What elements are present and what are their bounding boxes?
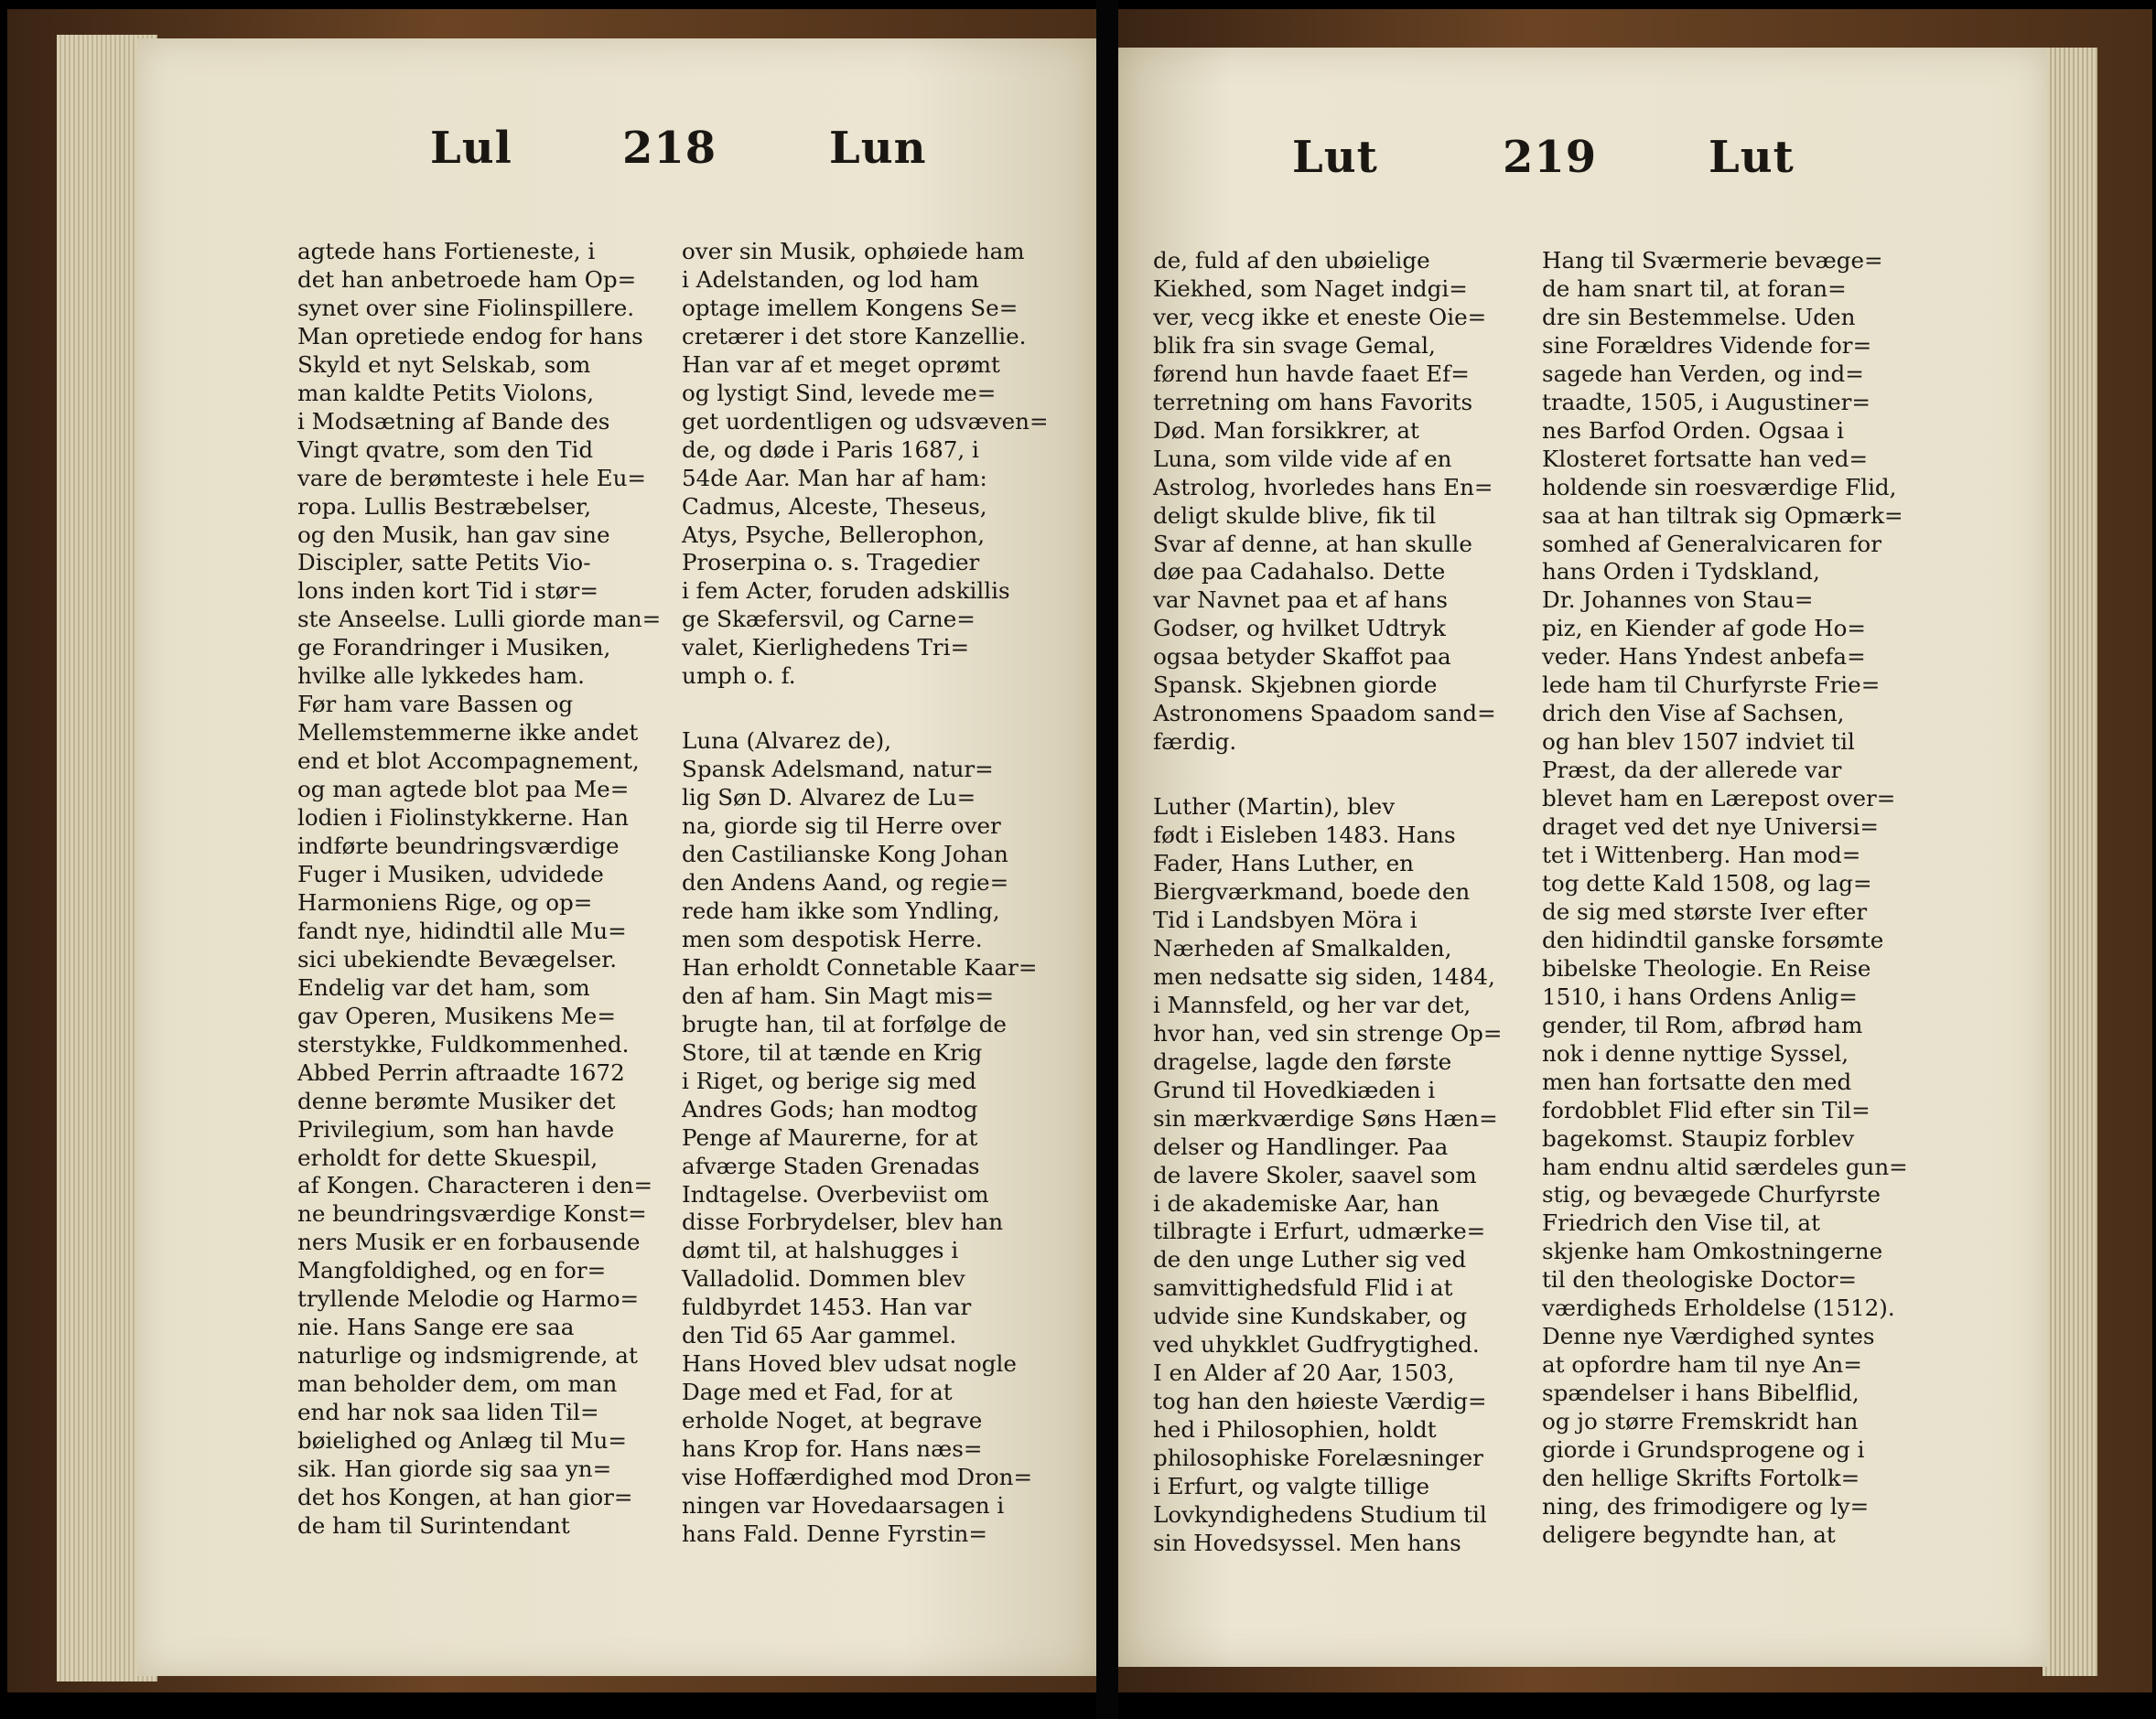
- text-line: nie. Hans Sange ere saa: [297, 1314, 575, 1341]
- text-line: Friedrich den Vise til, at: [1542, 1209, 1820, 1237]
- text-line: i Adelstanden, og lod ham: [682, 265, 979, 293]
- left-page-number: 218: [622, 123, 717, 174]
- text-line: blevet ham en Lærepost over=: [1542, 785, 1896, 812]
- text-line: den Castilianske Kong Johan: [682, 841, 1008, 868]
- text-line: i Erfurt, og valgte tillige: [1153, 1473, 1430, 1500]
- right-column-2: [1542, 247, 1908, 1550]
- text-line: sici ubekiendte Bevægelser.: [297, 945, 618, 972]
- left-page: [137, 38, 1096, 1676]
- text-line: blik fra sin svage Gemal,: [1153, 331, 1436, 359]
- text-line: hans Orden i Tydskland,: [1542, 558, 1820, 586]
- text-line: tilbragte i Erfurt, udmærke=: [1153, 1218, 1486, 1245]
- text-line: erholdt for dette Skuespil,: [297, 1144, 598, 1171]
- text-line: dragelse, lagde den første: [1153, 1048, 1452, 1075]
- text-line: hans Krop for. Hans næs=: [682, 1435, 983, 1463]
- text-line: lig Søn D. Alvarez de Lu=: [682, 784, 976, 811]
- text-line: sagede han Verden, og ind=: [1542, 360, 1864, 387]
- text-line: Klosteret fortsatte han ved=: [1542, 445, 1869, 472]
- text-line: Før ham vare Bassen og: [297, 691, 574, 718]
- text-line: den af ham. Sin Magt mis=: [682, 982, 995, 1009]
- text-line: umph o. f.: [682, 662, 796, 690]
- text-line: ge Skæfersvil, og Carne=: [682, 606, 976, 633]
- text-line: gav Operen, Musikens Me=: [297, 1002, 616, 1029]
- text-line: de ham til Surintendant: [297, 1511, 570, 1539]
- text-line: get uordentligen og udsvæven=: [682, 407, 1049, 435]
- text-line: sin mærkværdige Søns Hæn=: [1153, 1104, 1498, 1132]
- text-line: til den theologiske Doctor=: [1542, 1266, 1858, 1294]
- text-line: synet over sine Fiolinspillere.: [297, 294, 635, 321]
- text-line: spændelser i hans Bibelflid,: [1542, 1380, 1860, 1407]
- text-line: hvor han, ved sin strenge Op=: [1153, 1019, 1503, 1047]
- text-line: brugte han, til at forfølge de: [682, 1010, 1007, 1037]
- text-line: og han blev 1507 indviet til: [1542, 728, 1855, 756]
- text-line: i Modsætning af Bande des: [297, 407, 610, 435]
- text-line: lodien i Fiolinstykkerne. Han: [297, 804, 629, 832]
- text-line: men nedsatte sig siden, 1484,: [1153, 962, 1495, 990]
- text-line: Store, til at tænde en Krig: [682, 1038, 983, 1066]
- text-line: erholde Noget, at begrave: [682, 1407, 983, 1434]
- text-line: og den Musik, han gav sine: [297, 521, 610, 548]
- right-page: [1118, 48, 2047, 1667]
- text-line: Indtagelse. Overbeviist om: [682, 1180, 989, 1208]
- text-line: draget ved det nye Universi=: [1542, 813, 1880, 841]
- text-line: den Andens Aand, og regie=: [682, 869, 1009, 897]
- text-line: disse Forbrydelser, blev han: [682, 1209, 1004, 1236]
- text-line: hvilke alle lykkedes ham.: [297, 662, 586, 690]
- text-line: Mellemstemmerne ikke andet: [297, 719, 639, 747]
- text-line: udvide sine Kundskaber, og: [1153, 1303, 1468, 1330]
- text-line: og man agtede blot paa Me=: [297, 776, 630, 803]
- text-line: de, fuld af den ubøielige: [1153, 247, 1430, 274]
- text-line: Hans Hoved blev udsat nogle: [682, 1350, 1017, 1378]
- text-line: naturlige og indsmigrende, at: [297, 1342, 638, 1370]
- text-line: Fader, Hans Luther, en: [1153, 850, 1414, 877]
- text-line: Godser, og hvilket Udtryk: [1153, 615, 1446, 642]
- text-line: giorde i Grundsprogene og i: [1542, 1436, 1865, 1464]
- text-line: bagekomst. Staupiz forblev: [1542, 1124, 1855, 1152]
- text-line: stig, og bevægede Churfyrste: [1542, 1181, 1881, 1209]
- text-line: Dage med et Fad, for at: [682, 1379, 953, 1406]
- text-line: fandt nye, hidindtil alle Mu=: [297, 917, 627, 944]
- text-line: bøielighed og Anlæg til Mu=: [297, 1427, 627, 1455]
- left-head-left: Lul: [430, 123, 512, 174]
- text-line: født i Eisleben 1483. Hans: [1153, 822, 1456, 849]
- text-line: drich den Vise af Sachsen,: [1542, 700, 1845, 727]
- text-line: førend hun havde faaet Ef=: [1153, 360, 1470, 387]
- text-line: Kiekhed, som Naget indgi=: [1153, 274, 1468, 302]
- left-column-1: [297, 238, 663, 1541]
- text-line: nok i denne nyttige Syssel,: [1542, 1039, 1849, 1067]
- text-line: det han anbetroede ham Op=: [297, 265, 637, 293]
- text-line: Astronomens Spaadom sand=: [1153, 700, 1496, 727]
- text-line: Privilegium, som han havde: [297, 1115, 615, 1143]
- text-line: Atys, Psyche, Bellerophon,: [682, 521, 986, 548]
- text-line: var Navnet paa et af hans: [1153, 586, 1448, 614]
- text-line: deligt skulde blive, fik til: [1153, 501, 1437, 529]
- text-line: Nærheden af Smalkalden,: [1153, 934, 1452, 962]
- text-line: sterstykke, Fuldkommenhed.: [297, 1030, 630, 1058]
- text-line: indførte beundringsværdige: [297, 833, 620, 860]
- text-line: samvittighedsfuld Flid i at: [1153, 1274, 1453, 1302]
- right-head-right: Lut: [1709, 132, 1795, 183]
- text-line: man kaldte Petits Violons,: [297, 379, 595, 406]
- text-line: vise Hoffærdighed mod Dron=: [682, 1464, 1033, 1491]
- text-line: tog han den høieste Værdig=: [1153, 1388, 1487, 1415]
- luther-entry: [1153, 793, 1519, 1558]
- text-line: færdig.: [1153, 728, 1237, 756]
- text-line: philosophiske Forelæsninger: [1153, 1445, 1483, 1472]
- text-line: Dr. Johannes von Stau=: [1542, 586, 1814, 614]
- text-line: at opfordre ham til nye An=: [1542, 1351, 1862, 1379]
- text-line: Skyld et nyt Selskab, som: [297, 350, 591, 378]
- text-line: Tid i Landsbyen Möra i: [1153, 906, 1418, 933]
- text-line: ste Anseelse. Lulli giorde man=: [297, 606, 662, 633]
- text-line: Spansk Adelsmand, natur=: [682, 756, 994, 783]
- text-line: na, giorde sig til Herre over: [682, 812, 1001, 840]
- right-page-edges: [2043, 48, 2097, 1676]
- text-line: ning, des frimodigere og ly=: [1542, 1492, 1870, 1520]
- text-line: hed i Philosophien, holdt: [1153, 1416, 1437, 1444]
- text-line: Endelig var det ham, som: [297, 973, 590, 1001]
- text-line: ham endnu altid særdeles gun=: [1542, 1153, 1908, 1180]
- text-line: Cadmus, Alceste, Theseus,: [682, 492, 987, 520]
- text-line: terretning om hans Favorits: [1153, 388, 1473, 415]
- text-line: end har nok saa liden Til=: [297, 1399, 599, 1426]
- text-line: Luna (Alvarez de),: [682, 727, 892, 755]
- text-line: veder. Hans Yndest anbefa=: [1542, 643, 1866, 671]
- text-line: Denne nye Værdighed syntes: [1542, 1323, 1875, 1350]
- text-line: Abbed Perrin aftraadte 1672: [297, 1058, 625, 1086]
- text-line: lons inden kort Tid i stør=: [297, 577, 598, 605]
- text-line: døe paa Cadahalso. Dette: [1153, 558, 1446, 586]
- text-line: sine Forældres Vidende for=: [1542, 331, 1872, 359]
- text-line: Man opretiede endog for hans: [297, 322, 643, 349]
- text-line: den Tid 65 Aar gammel.: [682, 1322, 957, 1349]
- text-line: i Mannsfeld, og her var det,: [1153, 991, 1471, 1018]
- text-line: Luther (Martin), blev: [1153, 793, 1396, 821]
- text-line: saa at han tiltrak sig Opmærk=: [1542, 501, 1903, 529]
- text-line: Mangfoldighed, og en for=: [297, 1257, 607, 1284]
- left-head-right: Lun: [829, 123, 927, 174]
- text-line: dre sin Bestemmelse. Uden: [1542, 303, 1856, 330]
- text-line: sik. Han giorde sig saa yn=: [297, 1455, 612, 1482]
- text-line: ved uhykklet Gudfrygtighed.: [1153, 1331, 1480, 1359]
- text-line: 1510, i hans Ordens Anlig=: [1542, 983, 1858, 1010]
- text-line: i fem Acter, foruden adskillis: [682, 577, 1010, 605]
- text-line: Biergværkmand, boede den: [1153, 878, 1471, 906]
- text-line: Discipler, satte Petits Vio-: [297, 549, 591, 576]
- text-line: tog dette Kald 1508, og lag=: [1542, 869, 1872, 897]
- text-line: traadte, 1505, i Augustiner=: [1542, 388, 1870, 415]
- text-line: og lystigt Sind, levede me=: [682, 379, 997, 406]
- text-line: Proserpina o. s. Tragedier: [682, 549, 980, 576]
- text-line: Grund til Hovedkiæden i: [1153, 1076, 1436, 1103]
- text-line: sin Hovedsyssel. Men hans: [1153, 1529, 1461, 1556]
- text-line: fuldbyrdet 1453. Han var: [682, 1294, 972, 1321]
- text-line: gender, til Rom, afbrød ham: [1542, 1011, 1863, 1038]
- text-line: Spansk. Skjebnen giorde: [1153, 671, 1438, 699]
- text-line: nes Barfod Orden. Ogsaa i: [1542, 416, 1845, 444]
- lulli-continued: [682, 238, 1048, 691]
- text-line: agtede hans Fortieneste, i: [297, 238, 596, 264]
- text-line: delser og Handlinger. Paa: [1153, 1133, 1449, 1160]
- text-line: I en Alder af 20 Aar, 1503,: [1153, 1359, 1455, 1387]
- text-line: over sin Musik, ophøiede ham: [682, 238, 1025, 264]
- text-line: fordobblet Flid efter sin Til=: [1542, 1096, 1870, 1123]
- text-line: ver, vecg ikke et eneste Oie=: [1153, 303, 1487, 330]
- text-line: de den unge Luther sig ved: [1153, 1246, 1467, 1273]
- text-line: Vingt qvatre, som den Tid: [297, 435, 594, 463]
- text-line: men som despotisk Herre.: [682, 925, 983, 952]
- left-column-2: [682, 238, 1048, 1549]
- text-line: hans Fald. Denne Fyrstin=: [682, 1520, 987, 1547]
- right-column-1: [1153, 247, 1519, 1558]
- gutter: [1096, 0, 1118, 1719]
- text-line: værdigheds Erholdelse (1512).: [1542, 1295, 1895, 1322]
- text-line: Valladolid. Dommen blev: [682, 1265, 965, 1293]
- text-line: somhed af Generalvicaren for: [1542, 530, 1881, 557]
- luna-continued: [1153, 247, 1519, 757]
- text-line: Lovkyndighedens Studium til: [1153, 1500, 1487, 1528]
- text-line: deligere begyndte han, at: [1542, 1520, 1836, 1548]
- text-line: Præst, da der allerede var: [1542, 757, 1842, 784]
- text-line: de sig med største Iver efter: [1542, 897, 1868, 925]
- text-line: Han erholdt Connetable Kaar=: [682, 953, 1038, 981]
- text-line: Penge af Maurerne, for at: [682, 1123, 978, 1151]
- text-line: vare de berømteste i hele Eu=: [297, 464, 647, 491]
- text-line: Fuger i Musiken, udvidede: [297, 860, 604, 887]
- text-line: Han var af et meget oprømt: [682, 350, 1000, 378]
- text-line: de lavere Skoler, saavel som: [1153, 1161, 1477, 1188]
- text-line: og jo større Fremskridt han: [1542, 1408, 1859, 1435]
- text-line: lede ham til Churfyrste Frie=: [1542, 671, 1881, 699]
- text-line: Hang til Sværmerie bevæge=: [1542, 247, 1883, 274]
- text-line: ropa. Lullis Bestræbelser,: [297, 492, 592, 520]
- text-line: ne beundringsværdige Konst=: [297, 1200, 647, 1228]
- text-line: Harmoniens Rige, og op=: [297, 888, 593, 916]
- text-line: man beholder dem, om man: [297, 1370, 618, 1398]
- text-line: ogsaa betyder Skaffot paa: [1153, 643, 1451, 671]
- text-line: 54de Aar. Man har af ham:: [682, 464, 987, 491]
- text-line: tet i Wittenberg. Han mod=: [1542, 842, 1861, 869]
- text-line: men han fortsatte den med: [1542, 1068, 1852, 1095]
- text-line: afværge Staden Grenadas: [682, 1152, 980, 1179]
- right-head-left: Lut: [1292, 132, 1378, 183]
- text-line: bibelske Theologie. En Reise: [1542, 954, 1871, 982]
- text-line: denne berømte Musiker det: [297, 1087, 616, 1114]
- text-line: ge Forandringer i Musiken,: [297, 634, 611, 661]
- text-line: tryllende Melodie og Harmo=: [297, 1285, 640, 1313]
- right-page-number: 219: [1503, 132, 1598, 183]
- text-line: piz, en Kiender af gode Ho=: [1542, 615, 1867, 642]
- text-line: i de akademiske Aar, han: [1153, 1189, 1439, 1217]
- text-line: skjenke ham Omkostningerne: [1542, 1238, 1883, 1265]
- text-line: holdende sin roesværdige Flid,: [1542, 473, 1897, 500]
- text-line: optage imellem Kongens Se=: [682, 294, 1019, 321]
- text-line: cretærer i det store Kanzellie.: [682, 322, 1027, 349]
- text-line: dømt til, at halshugges i: [682, 1237, 959, 1264]
- text-line: de, og døde i Paris 1687, i: [682, 435, 979, 463]
- text-line: det hos Kongen, at han gior=: [297, 1483, 633, 1510]
- text-line: valet, Kierlighedens Tri=: [682, 634, 970, 661]
- luna-entry: [682, 727, 1048, 1549]
- text-line: rede ham ikke som Yndling,: [682, 897, 1000, 924]
- text-line: Død. Man forsikkrer, at: [1153, 416, 1419, 444]
- text-line: Andres Gods; han modtog: [682, 1095, 978, 1123]
- text-line: ners Musik er en forbausende: [297, 1229, 641, 1256]
- text-line: af Kongen. Characteren i den=: [297, 1172, 653, 1199]
- text-line: den hidindtil ganske forsømte: [1542, 926, 1884, 953]
- text-line: ningen var Hovedaarsagen i: [682, 1491, 1005, 1519]
- text-line: Astrolog, hvorledes hans En=: [1153, 473, 1493, 500]
- text-line: Svar af denne, at han skulle: [1153, 530, 1472, 557]
- text-line: end et blot Accompagnement,: [297, 747, 640, 775]
- text-line: Luna, som vilde vide af en: [1153, 445, 1452, 472]
- text-line: i Riget, og berige sig med: [682, 1067, 976, 1094]
- text-line: den hellige Skrifts Fortolk=: [1542, 1464, 1860, 1491]
- text-line: de ham snart til, at foran=: [1542, 274, 1847, 302]
